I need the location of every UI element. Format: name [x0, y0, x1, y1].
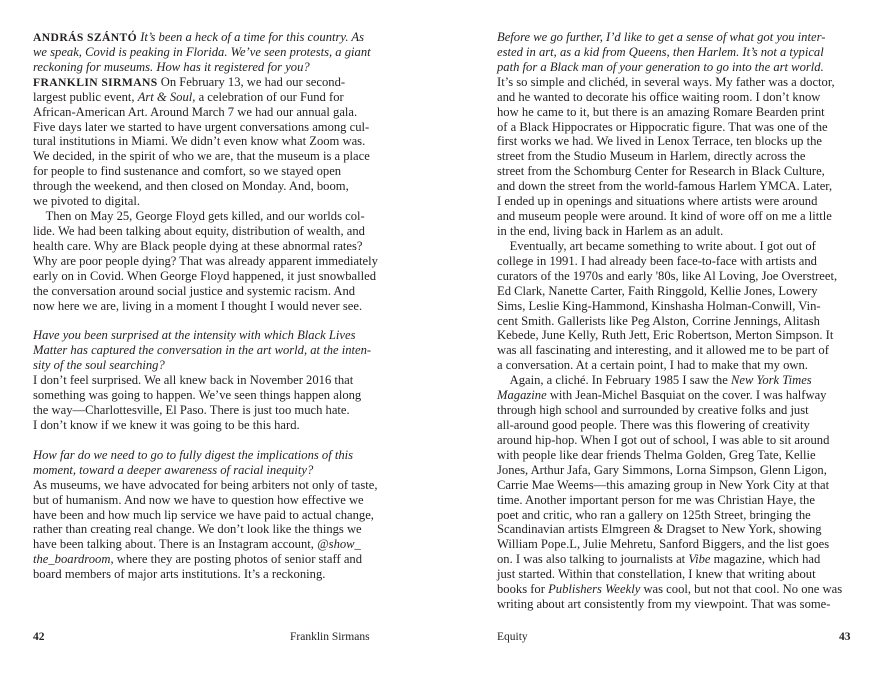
text-line [497, 239, 867, 254]
italic-text: It’s been a heck of a time for this country. As [137, 30, 364, 44]
text-line [497, 582, 867, 597]
text-segment: just started. Within that constellation, I knew that writing about [497, 567, 816, 582]
text-line [33, 90, 403, 105]
text-line [497, 179, 867, 194]
text-line [497, 75, 867, 90]
text-segment: cent Smith. Gallerists like Peg Alston, Corrine Jennings, Alitash [497, 313, 820, 328]
text-line [497, 418, 867, 433]
text-segment: I don’t know if we knew it was going to be this hard. [33, 417, 300, 432]
italic-text: Art & Soul [137, 89, 193, 104]
text-segment: board members of major arts institutions. It’s a reckoning. [33, 567, 326, 582]
italic-text: New York Times [730, 373, 812, 388]
text-segment: Sims, Leslie King-Hammond, Kinshasha Holman-Conwill, Vin- [497, 298, 821, 313]
paragraph [33, 30, 403, 209]
text-line [33, 418, 403, 433]
text-segment: but of humanism. And now we have to question how effective we [33, 492, 364, 507]
italic-text: the_boardroom [33, 552, 111, 567]
italic-text: ested in art, as a kid from Queens, then Harlem. It’s not a typical [497, 44, 824, 59]
text-line [497, 537, 867, 552]
text-segment: something was going to happen. We’ve seen things happen along [33, 388, 362, 403]
text-segment: health care. Why are Black people dying at these abnormal rates? [33, 238, 363, 253]
text-segment: street from the Schomburg Center for Research in Black Culture, [497, 164, 825, 179]
italic-text: How far do we need to go to fully digest the implications of this [33, 447, 354, 462]
text-line [497, 164, 867, 179]
text-line [497, 403, 867, 418]
text-segment: college in 1991. I had already been face-to-face with artists and [497, 253, 817, 268]
text-segment: the conversation around social justice and systemic racism. And [33, 283, 356, 298]
text-line [33, 134, 403, 149]
text-segment: for people to find sustenance and comfort, so we stayed open [33, 164, 342, 179]
text-line [497, 194, 867, 209]
paragraph [33, 448, 403, 582]
text-line [33, 493, 403, 508]
text-line [33, 60, 403, 75]
italic-text: @show_ [317, 537, 361, 552]
italic-text: we speak, Covid is peaking in Florida. We’ve seen protests, a giant [33, 44, 371, 59]
text-line [497, 493, 867, 508]
left-page-text [33, 30, 403, 582]
italic-text: path for a Black man of your generation to go into the art world. [497, 59, 824, 74]
right-page-text [497, 30, 867, 612]
text-segment: books for [497, 582, 549, 597]
italic-text: Matter has captured the conversation in the art world, at the inten- [33, 343, 372, 358]
text-line [33, 358, 403, 373]
text-segment: Again, a cliché. In February 1985 I saw the [497, 373, 731, 388]
text-line [33, 373, 403, 388]
text-segment: the way—Charlottesville, El Paso. There is just too much hate. [33, 403, 350, 418]
text-line [497, 120, 867, 135]
paragraph [497, 239, 867, 373]
text-line [33, 403, 403, 418]
italic-text: sity of the soul searching? [33, 358, 165, 373]
left-page-number: 42 [33, 631, 45, 643]
text-segment: Carrie Mae Weems—this amazing group in New York City at that [497, 477, 830, 492]
text-line [497, 314, 867, 329]
text-line [497, 388, 867, 403]
text-segment: early on in Covid. When George Floyd happened, it just snowballed [33, 268, 377, 283]
text-line [497, 254, 867, 269]
text-segment: we pivoted to digital. [33, 194, 141, 209]
text-line [33, 328, 403, 343]
text-segment: first works we had. We lived in Lenox Terrace, ten blocks up the [497, 134, 822, 149]
text-line [33, 343, 403, 358]
text-segment: curators of the 1970s and early '80s, like Al Loving, Joe Overstreet, [497, 268, 838, 283]
paragraph-spacer [33, 314, 403, 329]
text-line [497, 209, 867, 224]
italic-text: Have you been surprised at the intensity with which Black Lives [33, 328, 356, 343]
text-segment: and down the street from the world-famous Harlem YMCA. Later, [497, 179, 833, 194]
text-segment: As museums, we have advocated for being arbiters not only of taste, [33, 477, 378, 492]
text-segment: through the weekend, and then closed on Monday. And, boom, [33, 179, 349, 194]
speaker-name: FRANKLIN SIRMANS [33, 75, 158, 89]
text-line [497, 328, 867, 343]
text-line [33, 239, 403, 254]
speaker-name: ANDRÁS SZÁNTÓ [33, 31, 138, 44]
paragraph-spacer [33, 433, 403, 448]
text-line [33, 75, 403, 90]
text-line [497, 134, 867, 149]
text-segment: largest public event, [33, 89, 138, 104]
text-line [497, 373, 867, 388]
text-segment: was cool, but not that cool. No one was [640, 582, 843, 597]
text-line [33, 448, 403, 463]
text-line [497, 478, 867, 493]
text-segment: tural institutions in Miami. We didn’t even know what Zoom was. [33, 134, 366, 149]
text-segment: William Pope.L, Julie Mehretu, Sanford Biggers, and the list goes [497, 537, 830, 552]
text-line [33, 30, 403, 45]
paragraph [497, 30, 867, 239]
text-line [33, 522, 403, 537]
text-segment: of a Black Hippocrates or Hippocratic figure. That was one of the [497, 119, 828, 134]
text-segment: was all fascinating and interesting, and it allowed me to be part of [497, 343, 829, 358]
text-line [497, 60, 867, 75]
text-segment: Five days later we started to have urgent conversations among cul- [33, 119, 370, 134]
text-line [33, 224, 403, 239]
text-segment: Scandinavian artists Elmgreen & Dragset to New York, showing [497, 522, 822, 537]
text-segment: through high school and surrounded by creative folks and just [497, 403, 809, 418]
text-line [33, 284, 403, 299]
text-line [497, 522, 867, 537]
text-line [33, 537, 403, 552]
italic-text: Before we go further, I’d like to get a sense of what got you inter- [497, 30, 826, 44]
text-segment: Kebede, June Kelly, Ruth Jett, Eric Robertson, Merton Simpson. It [497, 328, 834, 343]
text-line [33, 299, 403, 314]
italic-text: Vibe [688, 552, 711, 567]
text-line [497, 343, 867, 358]
text-segment: writing about art consistently from my viewpoint. That was some- [497, 597, 831, 612]
text-line [33, 463, 403, 478]
text-line [497, 567, 867, 582]
text-line [33, 567, 403, 582]
text-segment: We decided, in the spirit of who we are, that the museum is a place [33, 149, 370, 164]
text-segment: on. I was also talking to journalists at [497, 552, 689, 567]
text-line [497, 358, 867, 373]
text-segment: with Jean-Michel Basquiat on the cover. I was halfway [546, 388, 827, 403]
text-line [497, 90, 867, 105]
text-segment: around hip-hop. When I got out of school, I was able to sit around [497, 432, 830, 447]
text-segment: how he came to it, but there is an amazing Romare Bearden print [497, 104, 825, 119]
paragraph [33, 328, 403, 432]
italic-text: moment, toward a deeper awareness of racial inequity? [33, 462, 314, 477]
text-line [497, 552, 867, 567]
text-line [497, 463, 867, 478]
text-line [33, 552, 403, 567]
text-line [33, 149, 403, 164]
italic-text: Publishers Weekly [548, 582, 641, 597]
paragraph [497, 373, 867, 612]
text-line [33, 105, 403, 120]
text-line [33, 478, 403, 493]
text-segment: and he wanted to decorate his office waiting room. I don’t know [497, 89, 821, 104]
text-segment: Eventually, art became something to write about. I got out of [497, 238, 816, 253]
text-line [497, 508, 867, 523]
italic-text: reckoning for museums. How has it registered for you? [33, 59, 310, 74]
italic-text: Magazine [497, 388, 547, 403]
text-segment: Jones, Arthur Jafa, Gary Simmons, Lorna Simpson, Glenn Ligon, [497, 462, 827, 477]
text-line [33, 45, 403, 60]
text-segment: , a celebration of our Fund for [192, 89, 344, 104]
text-segment: now here we are, living in a moment I thought I would never see. [33, 298, 363, 313]
right-running-head: Equity [497, 631, 528, 643]
text-segment: I ended up in openings and situations where artists were around [497, 194, 818, 209]
text-segment: Ed Clark, Nanette Carter, Faith Ringgold, Kellie Jones, Lowery [497, 283, 818, 298]
paragraph [33, 209, 403, 313]
text-line [497, 105, 867, 120]
text-line [497, 45, 867, 60]
text-segment: have been and how much lip service we have paid to actual change, [33, 507, 374, 522]
text-line [497, 433, 867, 448]
text-segment: On February 13, we had our second- [157, 74, 346, 89]
text-line [33, 254, 403, 269]
text-line [33, 388, 403, 403]
text-segment: magazine, which had [710, 552, 821, 567]
right-page-number: 43 [839, 631, 851, 643]
text-segment: with people like dear friends Thelma Golden, Greg Tate, Kellie [497, 447, 816, 462]
text-segment: , where they are posting photos of senior staff and [110, 552, 363, 567]
text-segment: time. Another important person for me was Christian Haye, the [497, 492, 815, 507]
text-segment: lide. We had been talking about equity, distribution of wealth, and [33, 223, 365, 238]
text-line [497, 224, 867, 239]
text-line [33, 269, 403, 284]
text-segment: African-American Art. Around March 7 we had our annual gala. [33, 104, 358, 119]
text-segment: in the end, living back in Harlem as an adult. [497, 223, 724, 238]
text-line [497, 30, 867, 45]
text-segment: rather than creating real change. We don’t look like the things we [33, 522, 362, 537]
text-line [497, 597, 867, 612]
text-line [497, 284, 867, 299]
text-line [33, 209, 403, 224]
text-segment: street from the Studio Museum in Harlem, directly across the [497, 149, 806, 164]
text-line [33, 164, 403, 179]
text-segment: poet and critic, who ran a gallery on 125th Street, bringing the [497, 507, 811, 522]
text-line [497, 269, 867, 284]
text-segment: all-around good people. There was this flowering of creativity [497, 417, 810, 432]
text-segment: Then on May 25, George Floyd gets killed, and our worlds col- [33, 209, 365, 224]
text-segment: and museum people were around. It kind of wore off on me a little [497, 209, 832, 224]
text-line [33, 179, 403, 194]
text-segment: It’s so simple and clichéd, in several ways. My father was a doctor, [497, 74, 835, 89]
text-segment: have been talking about. There is an Instagram account, [33, 537, 318, 552]
text-line [497, 149, 867, 164]
text-segment: I don’t feel surprised. We all knew back in November 2016 that [33, 373, 354, 388]
text-line [497, 448, 867, 463]
left-running-head: Franklin Sirmans [290, 631, 370, 643]
text-segment: Why are poor people dying? That was already apparent immediately [33, 253, 378, 268]
text-line [33, 508, 403, 523]
text-segment: a conversation. At a certain point, I had to make that my own. [497, 358, 808, 373]
text-line [497, 299, 867, 314]
text-line [33, 194, 403, 209]
text-line [33, 120, 403, 135]
